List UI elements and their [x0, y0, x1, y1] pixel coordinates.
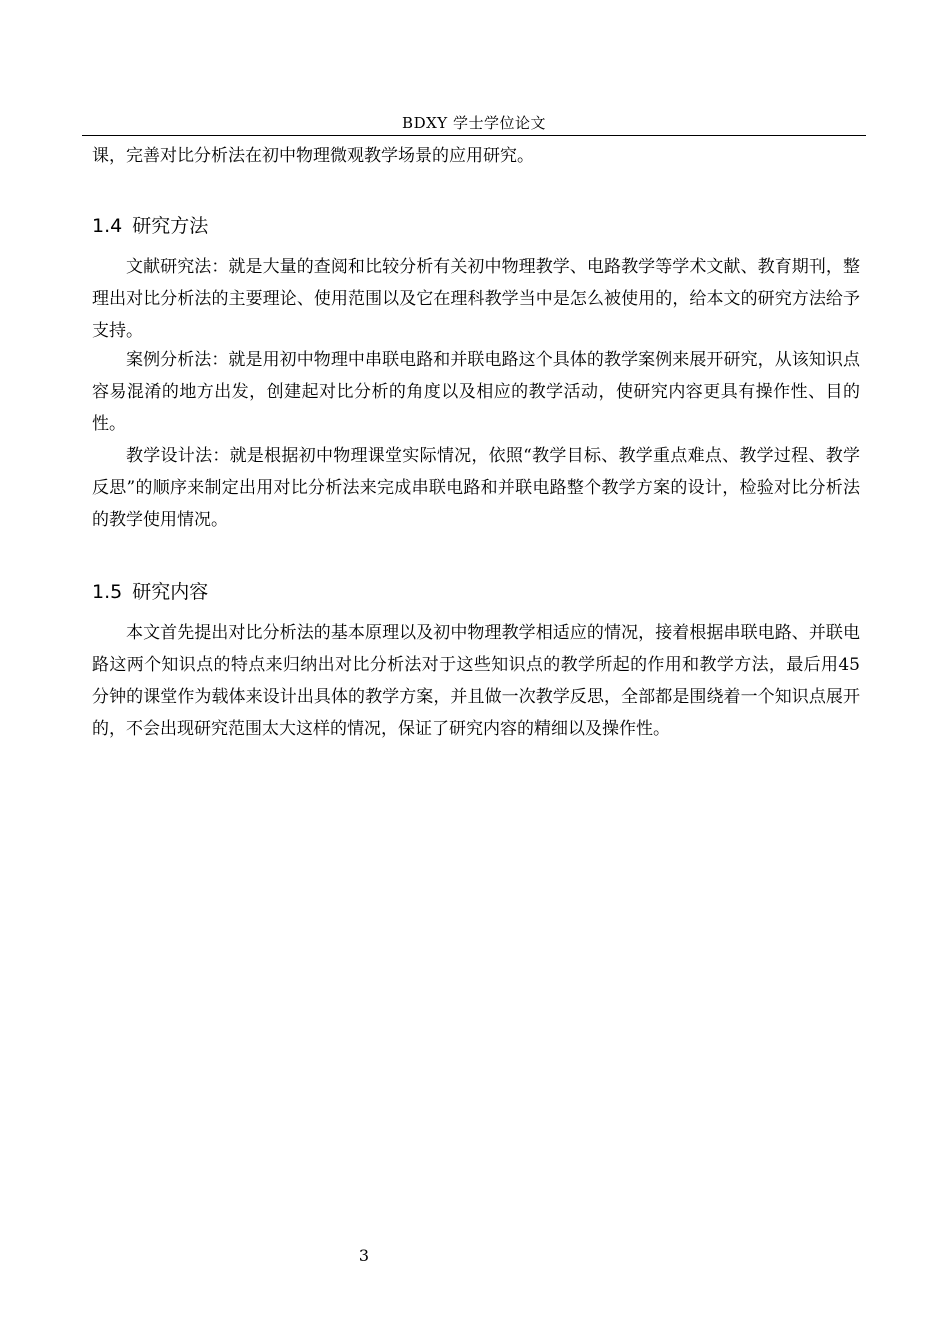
paragraph-teaching-design-method: 教学设计法：就是根据初中物理课堂实际情况，依照“教学目标、教学重点难点、教学过程、教学反思”的顺序来制定出用对比分析法来完成串联电路和并联电路整个教学方案的设计，检验对比分析法的教学使用情况。 [92, 446, 860, 530]
paragraph-case-analysis-method: 案例分析法：就是用初中物理中串联电路和并联电路这个具体的教学案例来展开研究，从该知识点容易混淆的地方出发，创建起对比分析的角度以及相应的教学活动，使研究内容更具有操作性、目的性。 [92, 350, 860, 434]
section-number: 1.4 [92, 215, 123, 237]
paragraph-literature-method: 文献研究法：就是大量的查阅和比较分析有关初中物理教学、电路教学等学术文献、教育期刊，整理出对比分析法的主要理论、使用范围以及它在理科教学当中是怎么被使用的，给本文的研究方法给予支持。 [92, 257, 860, 341]
section-heading-1-5 [92, 580, 208, 604]
section-number: 1.5 [92, 581, 123, 603]
section-heading-1-4 [92, 214, 208, 238]
header-rule [82, 135, 866, 136]
paragraph-research-content: 本文首先提出对比分析法的基本原理以及初中物理教学相适应的情况，接着根据串联电路、并联电路这两个知识点的特点来归纳出对比分析法对于这些知识点的教学所起的作用和教学方法，最后用45分钟的课堂作为载体来设计出具体的教学方案，并且做一次教学反思，全部都是围绕着一个知识点展开的，不会出现研究范围太大这样的情况，保证了研究内容的精细以及操作性。 [92, 623, 860, 739]
section-title: 研究内容 [132, 581, 209, 603]
continuation-paragraph: 课，完善对比分析法在初中物理微观教学场景的应用研究。 [92, 146, 534, 166]
running-header: BDXY 学士学位论文 [402, 114, 546, 132]
page-number: 3 [358, 1246, 370, 1265]
section-title: 研究方法 [132, 215, 209, 237]
